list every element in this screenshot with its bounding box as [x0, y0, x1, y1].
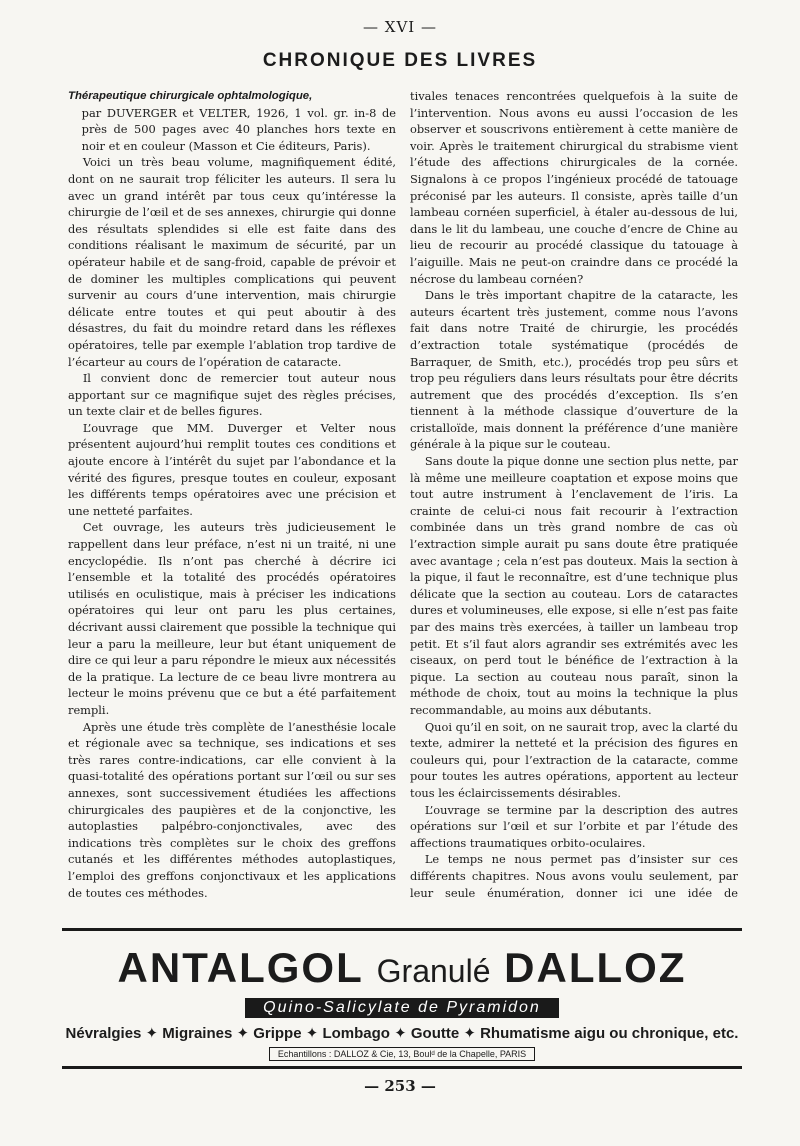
review-paragraph: Quoi qu’il en soit, on ne saurait trop, avec la clarté du texte, admirer la netteté et la précision des figures en couleurs qui, pour l’extraction de la cataracte, comme pour toutes les autres opérations, apportent au lecteur tous les éclaircissements désirables. — [410, 719, 738, 800]
ad-brand-name: ANTALGOL — [117, 944, 363, 991]
review-paragraph: Après une étude très complète de l’anesthésie locale et régionale avec sa technique, ses indications et ses très rares contre-indications, car elle convient à la quasi-totalité des opérations portant sur l’œil ou sur ses annexes, sont successivement étudiées les affections chirurgicales des paupières et de la conjonctive, les autoplasties palpébro-conjonctivales, avec des indications très complètes sur le choix des greffons cutanés et les différentes méthodes autoplastiques, l’emploi des greffons conjonctivaux et les applications de toutes ces méthodes. — [68, 719, 396, 900]
page-number-top: — XVI — — [363, 18, 437, 36]
left-column — [68, 88, 396, 900]
review-paragraph: L’ouvrage se termine par la description des autres opérations sur l’œil et sur l’orbite et par l’étude des affections traumatiques orbito-oculaires. — [410, 802, 738, 850]
book-title: Thérapeutique chirurgicale ophtalmologique, — [68, 90, 313, 102]
review-paragraph: Cet ouvrage, les auteurs très judicieusement le rappellent dans leur préface, n’est ni un traité, ni une encyclopédie. Ils n’ont pas cherché à décrire ici l’ensemble et la totalité des procédés opératoires utilisés en oculistique, mais à préciser les indications opératoires qui leur ont paru les plus certaines, décrivant aussi clairement que possible la technique qui leur a paru la meilleure, leur but étant uniquement de dire ce qui leur a paru répondre le mieux aux nécessités de la pratique. La lecture de ce beau livre montrera au lecteur le moins prévenu que ce but a été parfaitement rempli. — [68, 520, 396, 717]
book-info: par DUVERGER et VELTER, 1926, 1 vol. gr. in-8 de près de 500 pages avec 40 planches hors texte en noir et en couleur (Masson et Cie éditeurs, Paris). — [81, 105, 396, 153]
review-paragraph: Il convient donc de remercier tout auteur nous apportant sur ce magnifique sujet des règles précises, un texte clair et de belles figures. — [68, 371, 396, 419]
right-column — [410, 88, 738, 900]
ad-granule: Granulé — [376, 953, 491, 989]
page-number-bottom: — 253 — — [364, 1077, 436, 1095]
section-title: CHRONIQUE DES LIVRES — [262, 50, 538, 71]
review-paragraph: L’ouvrage que MM. Duverger et Velter nous présentent aujourd’hui remplit toutes ces conditions et ajoute encore à l’intérêt du sujet par l’abondance et la vérité des figures, presque toutes en couleur, exposant les différents temps opératoires avec une précision et une netteté parfaites. — [68, 420, 396, 518]
ad-subtitle: Quino-Salicylate de Pyramidon — [245, 998, 559, 1018]
review-paragraph: Sans doute la pique donne une section plus nette, par là même une meilleure coaptation et expose moins que tout autre instrument à l’enclavement de l’iris. La crainte de celui-ci nous fait recourir à l’extraction combinée dans un très grand nombre de cas où l’extraction simple aurait pu sans doute être pratiquée avec avantage ; cela n’est pas douteux. Mais la section à la pique, il faut le reconnaître, est d’une technique plus délicate que la section au couteau. Lors de cataractes dures et volumineuses, elle expose, si elle n’est pas faite par des mains très exercées, à tailler un lambeau trop petit. Et s’il faut alors agrandir ses extrémités avec les ciseaux, on perd tout le bénéfice de l’extraction à la pique. La section au couteau nous paraît, sinon la méthode de choix, tout au moins la technique la plus recommandable, au moins aux débutants. — [410, 454, 738, 717]
review-paragraph-continued: tivales tenaces rencontrées quelquefois à la suite de l’intervention. Nous avons eu aussi l’occasion de les observer et souscrivons entièrement à cette manière de voir. Après le traitement chirurgical du strabisme vient l’étude des affections chirurgicales de la cornée. Signalons à ce propos l’ingénieux procédé de tatouage préconisé par les auteurs. Il consiste, après taille d’un lambeau cornéen superficiel, à étaler au-dessous de lui, dans le lit du lambeau, une couche d’encre de Chine au lieu de recourir au procédé classique du tatouage à l’aiguille. Mais ne peut-on craindre dans ce procédé la nécrose du lambeau cornéen? — [410, 89, 738, 286]
ad-brand-line — [62, 945, 742, 994]
review-paragraph: Dans le très important chapitre de la cataracte, les auteurs écartent très justement, comme nous l’avons fait dans notre Traité de chirurgie, les procédés d’extraction totale systématique (procédés de Barraquer, de Smith, etc.), procédés trop peu sûrs et trop peu réguliers dans leurs résultats pour être décrits autrement que des procédés d’exception. Ils s’en tiennent à la méthode classique d’ouverture de la cristalloïde, mais donnent la préférence d’une manière générale à la pique sur le couteau. — [410, 288, 738, 452]
review-paragraph: Le temps ne nous permet pas d’insister sur ces différents chapitres. Nous avons voulu seulement, par leur seule énumération, donner ici une idée de — [410, 852, 738, 900]
review-columns — [68, 88, 738, 900]
ad-samples-address: Echantillons : DALLOZ & Cie, 13, Boulᵈ de la Chapelle, PARIS — [269, 1047, 535, 1061]
advertisement — [62, 928, 742, 1069]
ad-indications: Névralgies ✦ Migraines ✦ Grippe ✦ Lombago ✦ Goutte ✦ Rhumatisme aigu ou chronique, etc. — [65, 1025, 739, 1042]
ad-maker: DALLOZ — [504, 944, 687, 991]
review-paragraph: Voici un très beau volume, magnifiquement édité, dont on ne saurait trop féliciter les auteurs. Il sera lu avec un grand intérêt par tous ceux qu’intéresse la chirurgie de l’œil et de ses annexes, chirurgie qui donne des résultats splendides si elle est faite dans des conditions réalisant le maximum de sécurité, par un opérateur habile et de sang-froid, capable de prévoir et de dominer les multiples complications qui peuvent survenir au cours d’une intervention, mais chirurgie délicate entre toutes et qui peut aboutir à des désastres, du fait du moindre retard dans les réflexes opératoires, telle par exemple l’ablation trop tardive de l’écarteur au cours de l’opération de cataracte. — [68, 155, 396, 369]
